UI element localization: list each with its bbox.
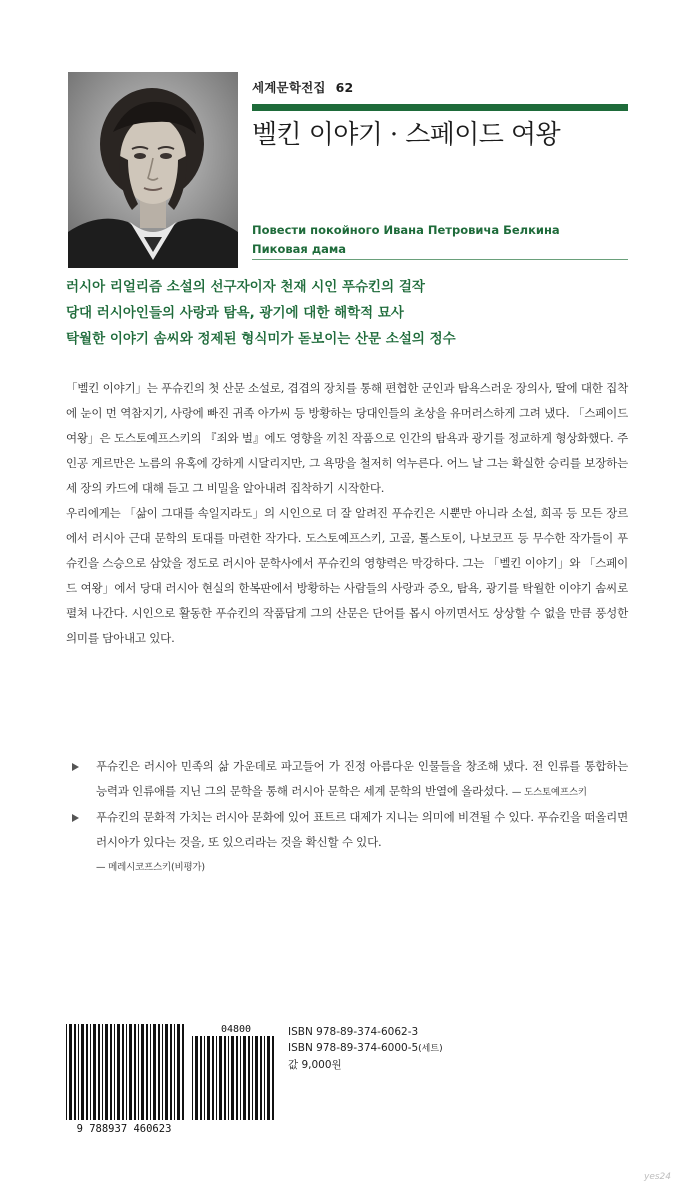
- barcode-bar: [153, 1024, 156, 1120]
- description-paragraph: 우리에게는 「삶이 그대를 속일지라도」의 시인으로 더 잘 알려진 푸슈킨은 시뿐만 아니라 소설, 희곡 등 모든 장르에서 러시아 근대 문학의 토대를 마련한 작가다. 도스토예프스키, 고골, 톨스토이, 나보코프 등 무수한 작가들이 푸슈킨을 스승으로 삼았을 정도로 러시아 문학사에서 푸슈킨의 영향력은 막강하다. 그는 「벨킨 이야기」와 「스페이드 여왕」에서 당대 러시아 현실의 한복판에서 방황하는 사람들의 사랑과 증오, 탐욕, 광기를 탁월한 이야기 솜씨로 펼쳐 나간다. 시인으로 활동한 푸슈킨의 작품답게 그의 산문은 단어를 몹시 아끼면서도 상상할 수 없을 만큼 풍성한 의미를 담아내고 있다.: [66, 506, 628, 645]
- quote-source: — 메레시코프스키(비평가): [96, 862, 205, 873]
- review-quotes: [72, 754, 628, 880]
- barcode-bar: [138, 1024, 139, 1120]
- barcode-bar: [195, 1036, 198, 1120]
- triangle-bullet-icon: [72, 763, 79, 771]
- isbn-number: ISBN 978-89-374-6062-3: [288, 1026, 419, 1038]
- barcode-bar: [260, 1036, 262, 1120]
- barcode-bar: [150, 1024, 151, 1120]
- isbn-block: [288, 1024, 443, 1073]
- quote-source: — 도스토예프스키: [511, 787, 587, 798]
- quote-text: 푸슈킨은 러시아 민족의 삶 가운데로 파고들어 가 진정 아름다운 인물들을 창조해 냈다. 전 인류를 통합하는 능력과 인류애를 지닌 그의 문학을 통해 러시아 문학은 세계 문학의 반열에 올라섰다.: [96, 759, 628, 798]
- barcode-bar: [219, 1036, 222, 1120]
- barcode-bar: [216, 1036, 217, 1120]
- portrait-image: [68, 72, 238, 268]
- barcode-bar: [126, 1024, 127, 1120]
- isbn-number: ISBN 978-89-374-6000-5: [288, 1042, 419, 1054]
- barcode-bar: [78, 1024, 79, 1120]
- author-portrait: [68, 72, 238, 268]
- barcode-bar: [90, 1024, 91, 1120]
- barcode-bar: [224, 1036, 226, 1120]
- tagline: 탁월한 이야기 솜씨와 정제된 형식미가 돋보이는 산문 소설의 정수: [66, 331, 456, 347]
- barcode-bar: [228, 1036, 229, 1120]
- series-label: [252, 78, 353, 96]
- taglines: [66, 274, 456, 352]
- description: [66, 376, 628, 651]
- quote-text: 푸슈킨의 문화적 가치는 러시아 문화에 있어 표트르 대제가 지니는 의미에 비견될 수 있다. 푸슈킨을 떠올리면 러시아가 있다는 것을, 또 있으리라는 것을 확신할 수 있다.: [96, 810, 628, 849]
- barcode-bar: [69, 1024, 72, 1120]
- barcode-bar: [248, 1036, 250, 1120]
- barcode-bar: [207, 1036, 210, 1120]
- barcode-bar: [117, 1024, 120, 1120]
- barcode-bar: [192, 1036, 193, 1120]
- quote-item: [72, 805, 628, 880]
- barcode-bar: [204, 1036, 205, 1120]
- series-number: 62: [335, 80, 354, 95]
- barcode-bar: [174, 1024, 175, 1120]
- barcode-bar: [122, 1024, 124, 1120]
- barcode-bar: [252, 1036, 253, 1120]
- isbn-line: [288, 1040, 443, 1057]
- barcode-bar: [146, 1024, 148, 1120]
- barcode-bar: [243, 1036, 246, 1120]
- barcode-bar: [162, 1024, 163, 1120]
- barcode-bar: [129, 1024, 132, 1120]
- barcode-bar: [264, 1036, 265, 1120]
- isbn-note: (세트): [418, 1044, 443, 1054]
- barcode-bar: [272, 1036, 274, 1120]
- barcode-bar: [158, 1024, 160, 1120]
- russian-title: Повести покойного Ивана Петровича Белкина: [252, 223, 560, 237]
- barcode-bar: [177, 1024, 180, 1120]
- price: 값 9,000원: [288, 1059, 342, 1071]
- barcode-bar: [200, 1036, 202, 1120]
- barcode-bar: [93, 1024, 96, 1120]
- barcode-bar: [165, 1024, 168, 1120]
- barcode-bar: [212, 1036, 214, 1120]
- barcode-bar: [170, 1024, 172, 1120]
- barcode-bar: [86, 1024, 88, 1120]
- barcode-bar: [98, 1024, 100, 1120]
- barcode-addon-number: 04800: [220, 1024, 252, 1035]
- title-accent-bar: [252, 104, 628, 111]
- series-name: 세계문학전집: [252, 80, 326, 95]
- description-paragraph: 「벨킨 이야기」는 푸슈킨의 첫 산문 소설로, 겹겹의 장치를 통해 편협한 군인과 탐욕스러운 장의사, 딸에 대한 집착에 눈이 먼 역참지기, 사랑에 빠진 귀족 아가씨 등 방황하는 당대인들의 초상을 유머러스하게 그려 냈다. 「스페이드 여왕」은 도스토예프스키의 『죄와 벌』에도 영향을 끼친 작품으로 인간의 탐욕과 광기를 정교하게 형상화했다. 주인공 게르만은 노름의 유혹에 강하게 시달리지만, 그 욕망을 철저히 억누른다. 어느 날 그는 확실한 승리를 보장하는 세 장의 카드에 대해 듣고 그 비밀을 알아내려 집착하기 시작한다.: [66, 381, 628, 495]
- barcode-bar: [267, 1036, 270, 1120]
- barcode-bar: [74, 1024, 76, 1120]
- divider: [252, 259, 628, 260]
- barcode-bar: [66, 1024, 67, 1120]
- triangle-bullet-icon: [72, 814, 79, 822]
- barcode-bar: [102, 1024, 103, 1120]
- russian-titles: [252, 221, 560, 259]
- book-title: 벨킨 이야기 · 스페이드 여왕: [252, 120, 560, 150]
- barcode-bar: [114, 1024, 115, 1120]
- barcode-number: 9 788937 460623: [76, 1123, 172, 1134]
- barcode-bar: [236, 1036, 238, 1120]
- barcode-bar: [240, 1036, 241, 1120]
- barcode: [60, 1022, 280, 1134]
- barcode-image: [60, 1022, 280, 1134]
- barcode-bar: [141, 1024, 144, 1120]
- barcode-bar: [105, 1024, 108, 1120]
- barcode-bar: [182, 1024, 184, 1120]
- watermark: yes24: [644, 1172, 672, 1182]
- barcode-bar: [81, 1024, 84, 1120]
- barcode-bar: [134, 1024, 136, 1120]
- quote-item: [72, 754, 628, 805]
- barcode-bar: [255, 1036, 258, 1120]
- barcode-bar: [231, 1036, 234, 1120]
- tagline: 당대 러시아인들의 사랑과 탐욕, 광기에 대한 해학적 묘사: [66, 305, 404, 321]
- isbn-line: [288, 1024, 443, 1040]
- russian-title: Пиковая дама: [252, 242, 347, 256]
- barcode-bar: [110, 1024, 112, 1120]
- tagline: 러시아 리얼리즘 소설의 선구자이자 천재 시인 푸슈킨의 걸작: [66, 279, 425, 295]
